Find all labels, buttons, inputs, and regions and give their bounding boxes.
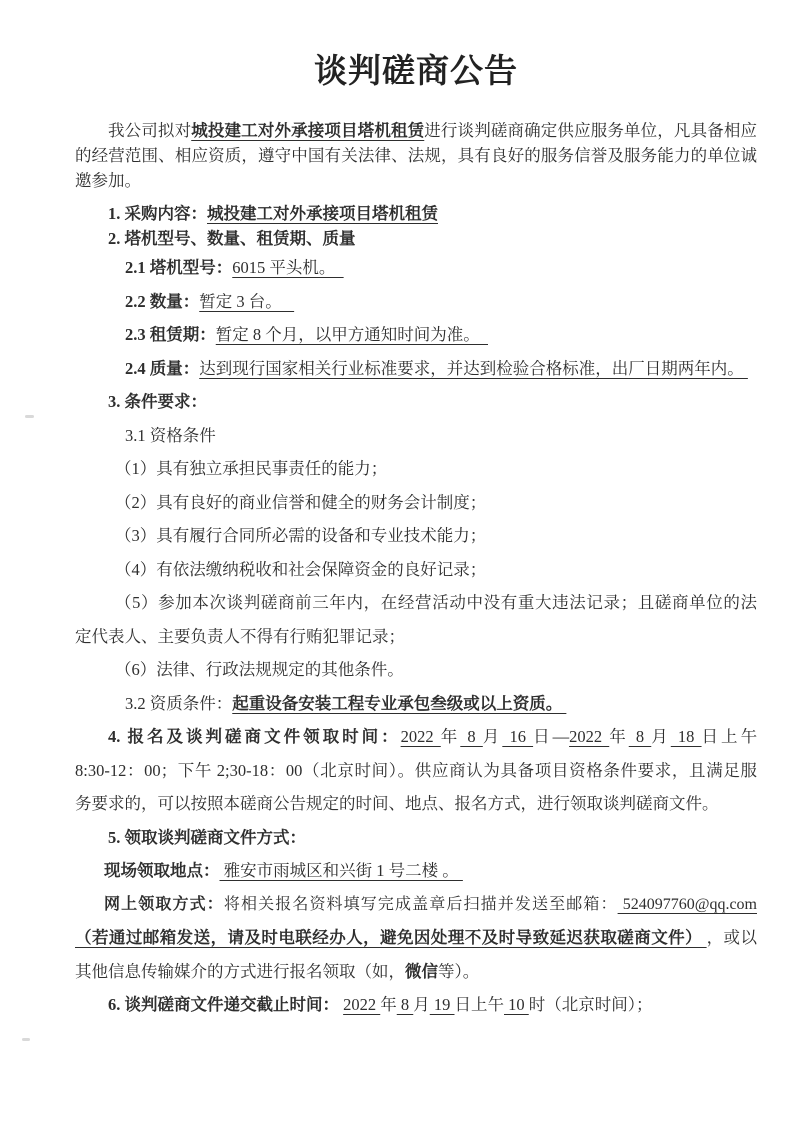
- unit-month: 月: [413, 995, 430, 1014]
- online-instruction: 将相关报名资料填写完成盖章后扫描并发送至邮箱：: [223, 895, 618, 913]
- condition-6: [75, 653, 757, 687]
- condition-5-line1: （5）参加本次谈判磋商前三年内，在经营活动中没有重大违法记录；且磋商单位的法: [115, 593, 757, 612]
- item-3-2-credential: [75, 687, 757, 721]
- unit-day-dash: 日—: [533, 727, 570, 746]
- unit-day-am: 日上午: [701, 727, 758, 746]
- condition-5-line2: 定代表人、主要负责人不得有行贿犯罪记录；: [75, 626, 405, 646]
- page-title: 谈判磋商公告: [314, 54, 518, 90]
- condition-5-line2: [75, 620, 757, 654]
- end-day: 18: [670, 727, 702, 746]
- condition-1: [75, 452, 757, 486]
- intro-cont: 进行谈判磋商确定供应服务单位，凡具备相应: [424, 121, 758, 140]
- quality-value: 达到现行国家相关行业标准要求，并达到检验合格标准，出厂日期两年内。: [199, 358, 748, 378]
- intro-paragraph-line1: [75, 118, 757, 143]
- intro-lead: 我公司拟对: [108, 121, 192, 140]
- condition-6: （6）法律、行政法规规定的其他条件。: [115, 660, 404, 679]
- deadline-day: 19: [429, 995, 455, 1014]
- collection-time-line2: 8:30-12：00；下午 2;30-18：00（北京时间）。供应商认为具备项目资格条件要求，且满足服: [75, 760, 757, 780]
- intro-paragraph-line3: [75, 168, 757, 193]
- email-address: 524097760@qq.com: [617, 895, 757, 913]
- end-year: 2022: [569, 727, 610, 746]
- email-warning: （若通过邮箱发送，请及时电联经办人，避免因处理不及时导致延迟获取磋商文件）: [75, 928, 707, 947]
- scan-speck: [22, 1038, 30, 1041]
- qualification-heading: 3.1 资格条件: [125, 425, 216, 445]
- item-3-conditions: [75, 385, 757, 419]
- lease-term-value: 暂定 8 个月，以甲方通知时间为准。: [215, 325, 488, 344]
- condition-3: [75, 519, 757, 553]
- procurement-label: 1. 采购内容：: [108, 204, 207, 223]
- credential-label: 3.2 资质条件：: [125, 693, 233, 713]
- intro-line2: 的经营范围、相应资质，遵守中国有关法律、法规，具有良好的服务信誉及服务能力的单位诚: [75, 146, 757, 165]
- model-label: 2.1 塔机型号：: [125, 258, 233, 277]
- intro-line3: 邀参加。: [75, 171, 141, 190]
- condition-4: [75, 553, 757, 587]
- quantity-label: 2.2 数量：: [125, 291, 200, 311]
- online-collection-line2: [75, 921, 757, 955]
- online-collection-line3: [75, 955, 757, 989]
- end-month: 8: [628, 727, 652, 746]
- online-line3-end: 等）。: [438, 961, 480, 981]
- collection-time-label: 4. 报名及谈判磋商文件领取时间：: [108, 727, 401, 746]
- section-4-collection-time-line1: [75, 720, 757, 754]
- condition-1: （1）具有独立承担民事责任的能力；: [115, 459, 388, 478]
- onsite-label: 现场领取地点：: [104, 861, 220, 880]
- start-day: 16: [502, 727, 534, 746]
- model-value: 6015 平头机。: [232, 258, 344, 277]
- item-1-procurement: [75, 201, 757, 226]
- conditions-heading: 3. 条件要求：: [108, 392, 207, 411]
- onsite-address: 雅安市雨城区和兴街 1 号二楼 。: [219, 861, 463, 880]
- item-2-4-quality: [75, 352, 757, 386]
- deadline-month: 8: [396, 995, 414, 1014]
- section-4-collection-time-line3: [75, 787, 757, 821]
- start-year: 2022: [400, 727, 441, 746]
- spec-heading: 2. 塔机型号、数量、租赁期、质量: [108, 229, 356, 248]
- section-4-collection-time-line2: [75, 754, 757, 788]
- procurement-value: 城投建工对外承接项目塔机租赁: [207, 204, 438, 223]
- quality-label: 2.4 质量：: [125, 358, 200, 378]
- onsite-collection-line: [75, 854, 757, 888]
- section-6-deadline: [75, 988, 757, 1022]
- collection-time-line3: 务要求的，可以按照本磋商公告规定的时间、地点、报名方式，进行领取谈判磋商文件。: [75, 794, 719, 813]
- intro-paragraph-line2: [75, 143, 757, 168]
- item-2-spec-heading: [75, 226, 757, 251]
- unit-year: 年: [380, 995, 397, 1014]
- unit-month: 月: [482, 727, 503, 746]
- item-2-2-quantity: [75, 285, 757, 319]
- lease-term-label: 2.3 租赁期：: [125, 325, 216, 344]
- online-label: 网上领取方式：: [104, 895, 224, 913]
- section-5-method-heading: [75, 821, 757, 855]
- unit-year: 年: [609, 727, 629, 746]
- condition-3: （3）具有履行合同所必需的设备和专业技术能力；: [115, 526, 487, 545]
- project-name: 城投建工对外承接项目塔机租赁: [191, 121, 425, 140]
- unit-day-am: 日上午: [454, 995, 504, 1014]
- deadline-label: 6. 谈判磋商文件递交截止时间：: [108, 995, 339, 1014]
- item-3-1-qualification: [75, 419, 757, 453]
- credential-value: 起重设备安装工程专业承包叁级或以上资质。: [232, 693, 567, 713]
- wechat: 微信: [405, 961, 438, 981]
- condition-2: [75, 486, 757, 520]
- condition-2: （2）具有良好的商业信誉和健全的财务会计制度；: [115, 492, 487, 512]
- online-cont: ，或以: [706, 928, 758, 947]
- unit-hour-tz: 时（北京时间）；: [528, 995, 653, 1014]
- unit-year: 年: [440, 727, 461, 746]
- collection-method-heading: 5. 领取谈判磋商文件方式：: [108, 827, 306, 847]
- start-month: 8: [460, 727, 483, 746]
- unit-month: 月: [651, 727, 671, 746]
- quantity-value: 暂定 3 台。: [199, 291, 295, 311]
- condition-4: （4）有依法缴纳税收和社会保障资金的良好记录；: [115, 559, 487, 579]
- deadline-hour: 10: [504, 995, 529, 1014]
- item-2-1-model: [75, 251, 757, 285]
- online-collection-line1: [75, 888, 757, 922]
- scan-speck: [25, 415, 34, 418]
- online-line3: 其他信息传输媒介的方式进行报名领取（如，: [75, 961, 405, 981]
- deadline-year: 2022: [343, 995, 381, 1014]
- condition-5-line1: [75, 586, 757, 620]
- item-2-3-lease-term: [75, 318, 757, 352]
